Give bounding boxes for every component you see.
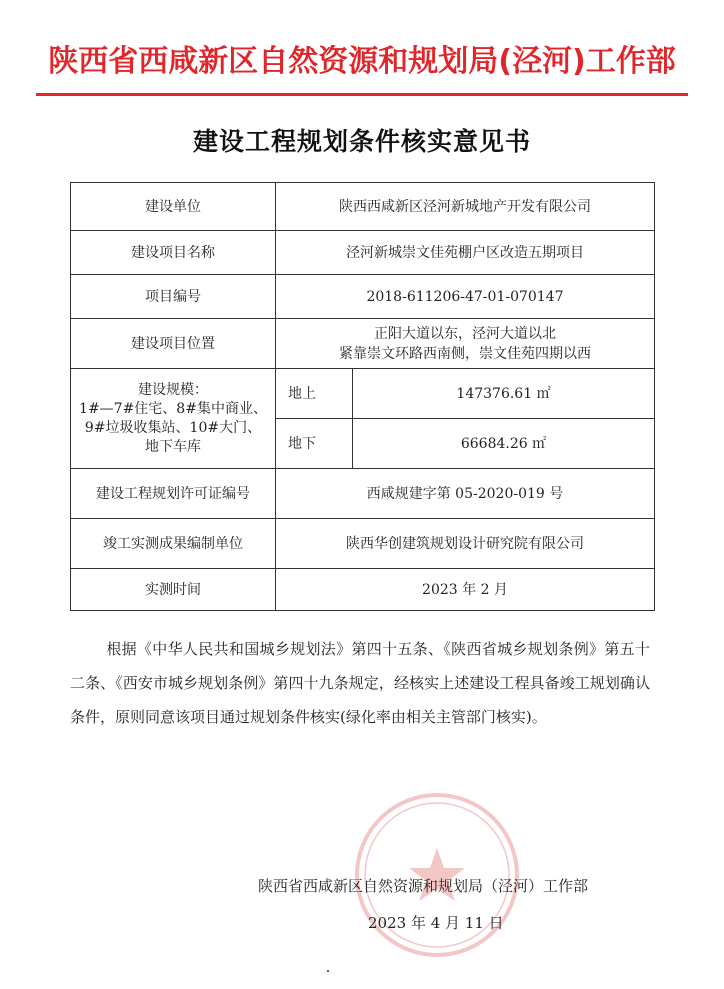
table-row bbox=[71, 569, 655, 611]
table-row bbox=[71, 519, 655, 569]
row-value-project-location bbox=[276, 319, 655, 369]
row-value-construction-unit: 陕西西咸新区泾河新城地产开发有限公司 bbox=[276, 183, 655, 231]
signing-organization: 陕西省西咸新区自然资源和规划局（泾河）工作部 bbox=[258, 877, 589, 895]
table-row bbox=[71, 183, 655, 231]
opinion-paragraph bbox=[70, 632, 650, 734]
document-title: 建设工程规划条件核实意见书 bbox=[192, 127, 531, 156]
underground-label: 地下 bbox=[276, 419, 353, 469]
row-label-survey-unit: 竣工实测成果编制单位 bbox=[71, 519, 276, 569]
scale-label-line-4: 地下车库 bbox=[145, 438, 201, 455]
scale-label-line-1: 建设规模： bbox=[138, 381, 208, 398]
row-label-project-number: 项目编号 bbox=[71, 275, 276, 319]
underground-value: 66684.26 ㎡ bbox=[353, 419, 655, 469]
row-label-project-location: 建设项目位置 bbox=[71, 319, 276, 369]
above-ground-value: 147376.61 ㎡ bbox=[353, 369, 655, 419]
above-ground-label: 地上 bbox=[276, 369, 353, 419]
opinion-text: 根据《中华人民共和国城乡规划法》第四十五条、《陕西省城乡规划条例》第五十二条、《西安市城乡规划条例》第四十九条规定，经核实上述建设工程具备竣工规划确认条件，原则同意该项目通过规划条件核实(绿化率由相关主管部门核实)。 bbox=[70, 640, 650, 726]
row-label-construction-scale bbox=[71, 369, 276, 469]
location-line-2: 紧靠崇文环路西南侧，崇文佳苑四期以西 bbox=[339, 345, 591, 362]
project-info-table bbox=[70, 182, 655, 611]
row-value-project-number: 2018-611206-47-01-070147 bbox=[276, 275, 655, 319]
table-row bbox=[71, 319, 655, 369]
issuer-header-title: 陕西省西咸新区自然资源和规划局(泾河)工作部 bbox=[48, 44, 676, 79]
table-row bbox=[71, 231, 655, 275]
signing-date: 2023 年 4 月 11 日 bbox=[368, 914, 504, 932]
row-value-permit-number: 西咸规建字第 05-2020-019 号 bbox=[276, 469, 655, 519]
table-row bbox=[71, 275, 655, 319]
row-label-construction-unit: 建设单位 bbox=[71, 183, 276, 231]
scale-label-line-3: 9#垃圾收集站、10#大门、 bbox=[84, 419, 262, 436]
scale-label-line-2: 1#—7#住宅、8#集中商业、 bbox=[79, 400, 267, 417]
page-mark bbox=[327, 970, 329, 972]
row-value-survey-unit: 陕西华创建筑规划设计研究院有限公司 bbox=[276, 519, 655, 569]
location-line-1: 正阳大道以东，泾河大道以北 bbox=[374, 325, 556, 342]
table-row bbox=[71, 469, 655, 519]
row-label-project-name: 建设项目名称 bbox=[71, 231, 276, 275]
row-value-survey-date: 2023 年 2 月 bbox=[276, 569, 655, 611]
row-label-survey-date: 实测时间 bbox=[71, 569, 276, 611]
row-value-project-name: 泾河新城崇文佳苑棚户区改造五期项目 bbox=[276, 231, 655, 275]
table-row bbox=[71, 369, 655, 419]
header-red-rule bbox=[36, 93, 688, 96]
row-label-permit-number: 建设工程规划许可证编号 bbox=[71, 469, 276, 519]
